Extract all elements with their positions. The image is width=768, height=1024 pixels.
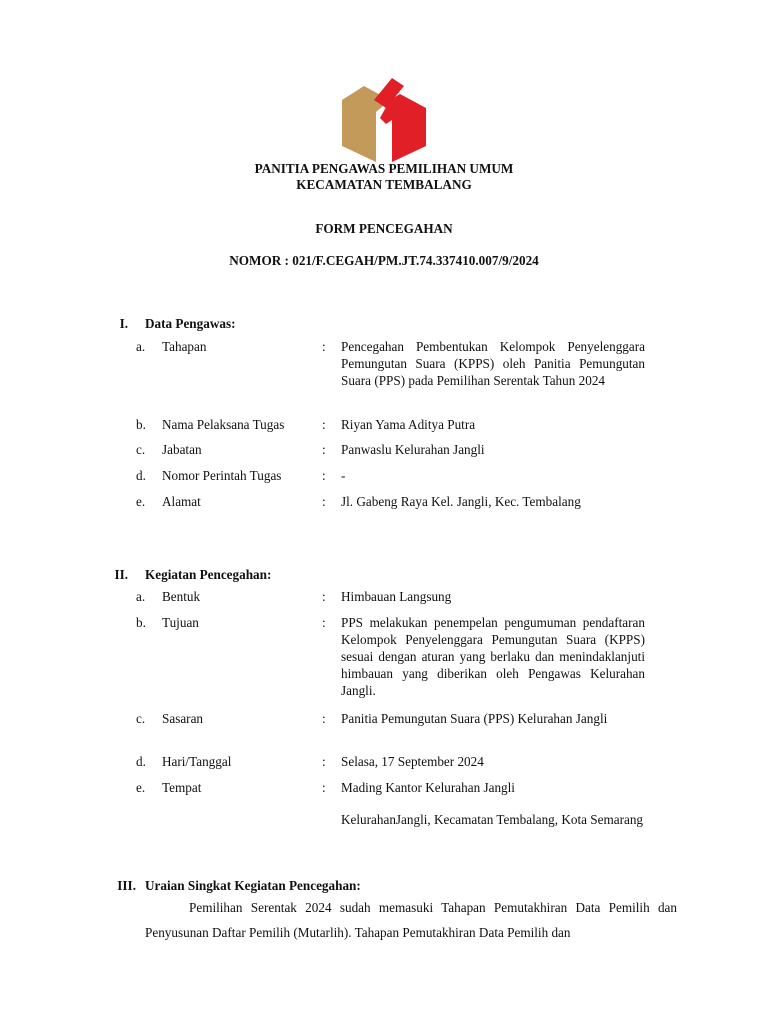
field-value: Pencegahan Pembentukan Kelompok Penyelenggara Pemungutan Suara (KPPS) oleh Panitia Pemungutan Suara (PPS) pada Pemilihan Serentak Tahun 2024	[341, 339, 645, 388]
field-letter: d.	[136, 754, 146, 769]
field-colon: :	[322, 754, 326, 769]
field-label: Alamat	[162, 494, 201, 509]
field-colon: :	[322, 468, 326, 483]
section-1-number: I.	[119, 316, 128, 331]
field-value: Himbauan Langsung	[341, 589, 452, 604]
section-3-number: III.	[117, 878, 136, 893]
field-letter: a.	[136, 339, 146, 354]
field-colon: :	[322, 494, 326, 509]
field-label: Tujuan	[162, 615, 199, 630]
field-label: Jabatan	[162, 442, 202, 457]
field-letter: c.	[136, 442, 146, 457]
field-label: Sasaran	[162, 711, 204, 726]
field-label: Tahapan	[162, 339, 207, 354]
section-3-title: Uraian Singkat Kegiatan Pencegahan:	[145, 878, 361, 893]
field-value: Panitia Pemungutan Suara (PPS) Kelurahan Jangli	[341, 711, 608, 726]
org-line-2: KECAMATAN TEMBALANG	[296, 177, 472, 192]
field-label: Nama Pelaksana Tugas	[162, 417, 285, 432]
field-colon: :	[322, 417, 326, 432]
field-colon: :	[322, 339, 326, 354]
field-value: Jl. Gabeng Raya Kel. Jangli, Kec. Tembalang	[341, 494, 581, 509]
section-2-number: II.	[114, 567, 128, 582]
field-colon: :	[322, 442, 326, 457]
field-letter: b.	[136, 417, 146, 432]
section-1-title: Data Pengawas:	[145, 316, 236, 331]
field-letter: a.	[136, 589, 146, 604]
field-value: Mading Kantor Kelurahan Jangli	[341, 780, 515, 795]
field-label: Tempat	[162, 780, 202, 795]
field-colon: :	[322, 711, 326, 726]
field-value: -	[341, 468, 346, 483]
field-value: PPS melakukan penempelan pengumuman pendaftaran Kelompok Penyelenggara Pemungutan Suara (KPPS) sesuai dengan aturan yang berlaku dan menindaklanjuti himbauan yang diberikan oleh Pengawas Kelurahan Jangli.	[341, 615, 645, 698]
field-colon: :	[322, 589, 326, 604]
field-letter: e.	[136, 494, 146, 509]
org-line-1: PANITIA PENGAWAS PEMILIHAN UMUM	[254, 161, 514, 176]
form-title: FORM PENCEGAHAN	[315, 221, 453, 236]
field-label: Hari/Tanggal	[162, 754, 232, 769]
field-letter: e.	[136, 780, 146, 795]
form-number: NOMOR : 021/F.CEGAH/PM.JT.74.337410.007/9/2024	[229, 253, 539, 268]
field-value: Riyan Yama Aditya Putra	[341, 417, 476, 432]
field-label: Bentuk	[162, 589, 201, 604]
field-letter: d.	[136, 468, 146, 483]
field-letter: b.	[136, 615, 146, 630]
field-value: Panwaslu Kelurahan Jangli	[341, 442, 485, 457]
field-value: Selasa, 17 September 2024	[341, 754, 484, 769]
field-colon: :	[322, 780, 326, 795]
section-3-paragraph: Pemilihan Serentak 2024 sudah memasuki Tahapan Pemutakhiran Data Pemilih dan Penyusunan Daftar Pemilih (Mutarlih). Tahapan Pemutakhiran Data Pemilih dan	[145, 900, 677, 940]
field-colon: :	[322, 615, 326, 630]
section-2-title: Kegiatan Pencegahan:	[145, 567, 272, 582]
field-value-extra: KelurahanJangli, Kecamatan Tembalang, Kota Semarang	[341, 812, 644, 827]
field-letter: c.	[136, 711, 146, 726]
bawaslu-logo	[340, 78, 428, 162]
field-label: Nomor Perintah Tugas	[162, 468, 282, 483]
